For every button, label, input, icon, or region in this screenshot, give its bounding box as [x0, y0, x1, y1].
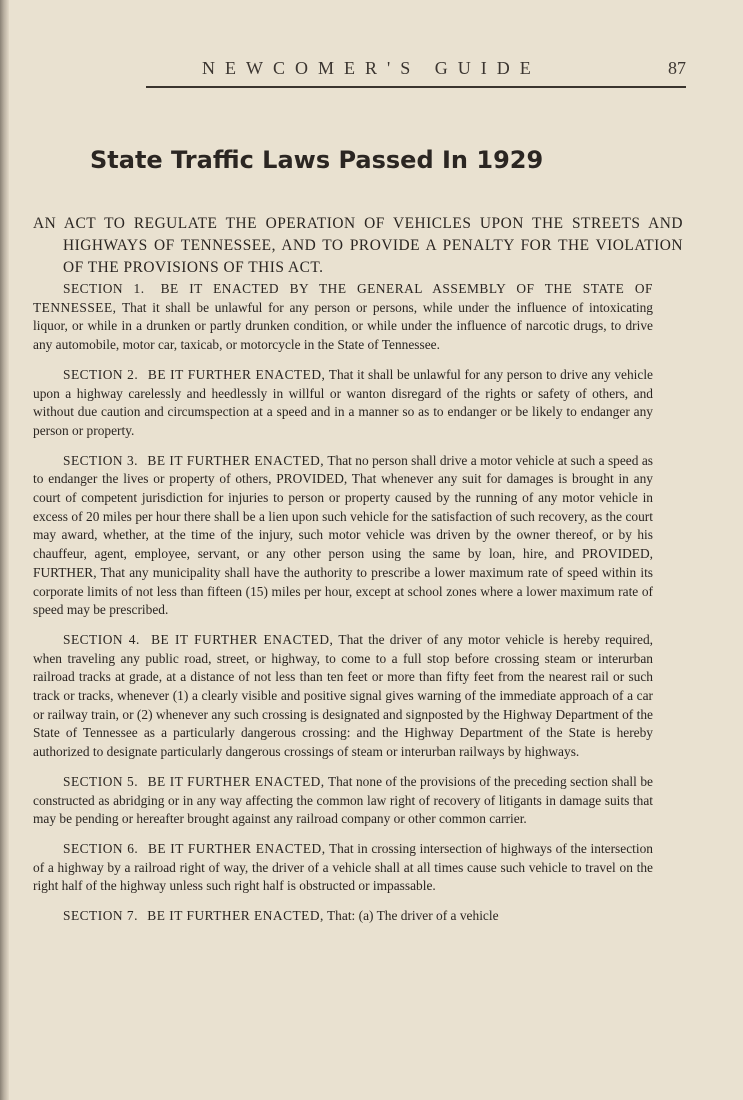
running-header	[146, 58, 686, 88]
enactment-clause: BE IT ENACTED BY THE GENERAL ASSEMBLY OF THE STATE OF TENNESSEE,	[33, 281, 653, 315]
book-page	[33, 0, 723, 1100]
section-text: That it shall be unlawful for any person or persons, while under the influence of intoxicating liquor, or while in a drunken or partly drunken condition, or while under the influence of narcotic drugs, to drive any automobile, motor car, taxicab, or motorcycle in the State of Tennessee.	[33, 299, 653, 353]
section-1	[33, 280, 653, 355]
enactment-clause: BE IT FURTHER ENACTED,	[147, 908, 324, 924]
enactment-clause: BE IT FURTHER ENACTED,	[151, 631, 334, 647]
enactment-clause: BE IT FURTHER ENACTED,	[147, 840, 326, 856]
section-number: SECTION 3.	[63, 452, 138, 468]
page-title: State Traffic Laws Passed In 1929	[90, 146, 544, 174]
section-text: That the driver of any motor vehicle is hereby required, when traveling any public road, street, or highway, to come to a full stop before crossing steam or interurban railroad tracks at grade, at a distance of not less than ten feet or more than fifty feet from the nearest rail or such track or tracks, whenever (1) a clearly visible and positive signal gives warning of the immediate approach of a car or railway train, or (2) whenever any such crossing is designated and signposted by the Highway Department of the State of Tennessee as a particularly dangerous crossing: and the Highway Department of the State is hereby authorized to designate particularly dangerous crossings of steam or interurban railways by highways.	[33, 631, 653, 760]
running-title: NEWCOMER'S GUIDE	[202, 58, 541, 78]
section-4	[33, 631, 653, 762]
section-text: That no person shall drive a motor vehicle at such a speed as to endanger the lives or property of others, PROVIDED, That whenever any suit for damages is brought in any court of competent jurisdiction for injuries to person or property caused by the running of any motor vehicle in excess of 20 miles per hour there shall be a lien upon such vehicle for the satisfaction of such recovery, as the court may award, whether, at the time of the injury, such motor vehicle was driven by the owner thereof, or by his chauffeur, agent, employee, servant, or any other person using the same by loan, hire, and PROVIDED, FURTHER, That any municipality shall have the authority to prescribe a lower maximum rate of speed within its corporate limits of not less than fifteen (15) miles per hour, except at school zones where a lower maximum rate of speed may be prescribed.	[33, 452, 653, 618]
act-intro: AN ACT TO REGULATE THE OPERATION OF VEHICLES UPON THE STREETS AND HIGHWAYS OF TENNESSEE, AND TO PROVIDE A PENALTY FOR THE VIOLATION OF THE PROVISIONS OF THIS ACT.	[33, 215, 683, 277]
page-binding-edge	[0, 0, 9, 1100]
enactment-clause: BE IT FURTHER ENACTED,	[147, 773, 325, 789]
section-7	[33, 907, 653, 926]
section-2	[33, 366, 653, 441]
section-text: That: (a) The driver of a vehicle	[327, 908, 499, 924]
section-number: SECTION 1.	[63, 281, 145, 296]
section-text: That it shall be unlawful for any person to drive any vehicle upon a highway carelessly and heedlessly in willful or wanton disregard of the rights or safety of others, and without due caution and circumspection at a speed and in a manner so as to endanger or be likely to endanger any person or property.	[33, 366, 653, 438]
page-number: 87	[668, 58, 686, 78]
section-text: That none of the provisions of the preceding section shall be constructed as abridging or in any way affecting the common law right of recovery of litigants in damage suits that may be pending or hereafter brought against any railroad company or other common carrier.	[33, 773, 654, 827]
section-number: SECTION 4.	[63, 631, 140, 647]
section-number: SECTION 6.	[63, 840, 139, 856]
enactment-clause: BE IT FURTHER ENACTED,	[147, 452, 325, 468]
enactment-clause: BE IT FURTHER ENACTED,	[147, 366, 326, 382]
section-5	[33, 773, 653, 829]
section-number: SECTION 5.	[63, 773, 139, 789]
section-3	[33, 452, 653, 620]
section-text: That in crossing intersection of highways of the intersection of a highway by a railroad right of way, the driver of a vehicle shall at all times cause such vehicle to travel on the right half of the highway unless such right half is obstructed or impassable.	[33, 840, 653, 894]
section-number: SECTION 2.	[63, 366, 139, 382]
section-number: SECTION 7.	[63, 908, 138, 924]
sections-list	[33, 280, 653, 937]
section-6	[33, 840, 653, 896]
